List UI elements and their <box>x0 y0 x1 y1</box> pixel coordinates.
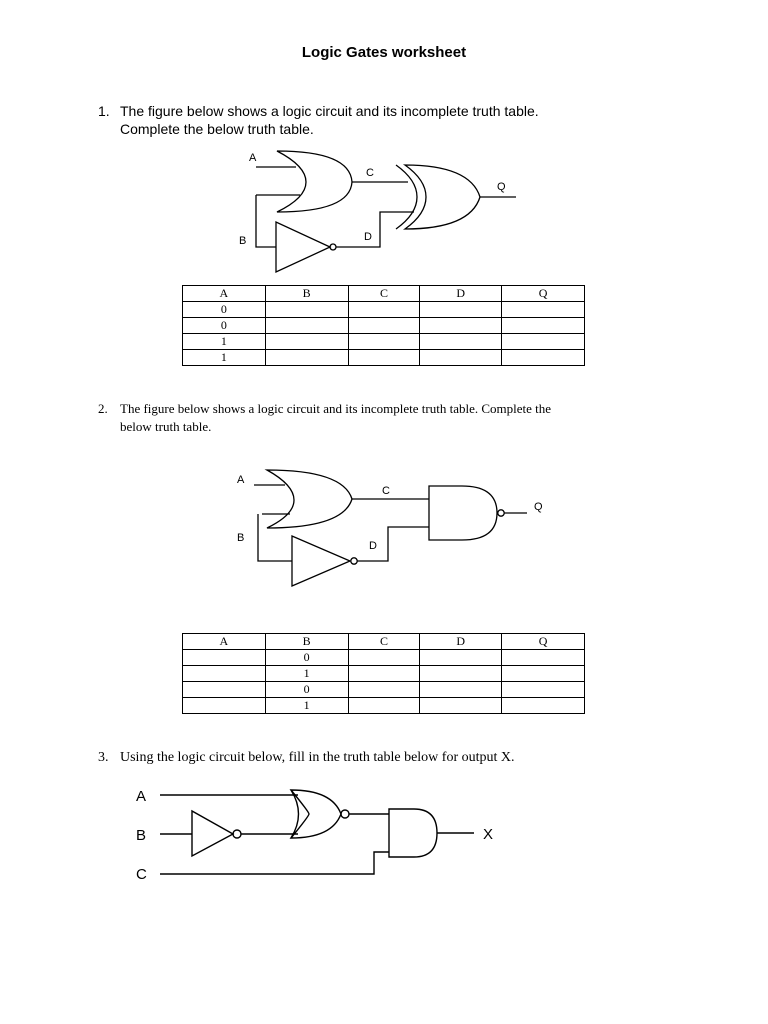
header-c: C <box>348 286 420 302</box>
header-d: D <box>420 286 502 302</box>
nor-gate-3-bubble <box>341 810 349 818</box>
cell-a: 0 <box>183 318 266 334</box>
label-q-1: Q <box>497 181 506 193</box>
header-d: D <box>420 634 502 650</box>
label-b-1: B <box>239 235 247 247</box>
page-title: Logic Gates worksheet <box>301 44 467 61</box>
header-q: Q <box>502 634 585 650</box>
label-c-1: C <box>366 167 374 179</box>
cell-b: 1 <box>265 666 348 682</box>
header-a: A <box>183 634 266 650</box>
label-a-1: A <box>249 152 257 164</box>
label-b-3: B <box>136 827 147 844</box>
label-a-2: A <box>237 474 245 486</box>
label-c-2: C <box>382 485 390 497</box>
header-q: Q <box>502 286 585 302</box>
header-a: A <box>183 286 266 302</box>
question-1-line-1: The figure below shows a logic circuit and its incomplete truth table. <box>120 103 539 119</box>
question-3-line-1: Using the logic circuit below, fill in the truth table below for output X. <box>120 750 515 765</box>
and-gate-3 <box>389 809 437 857</box>
label-d-2: D <box>369 540 377 552</box>
cell-a: 0 <box>183 302 266 318</box>
label-x-3: X <box>483 826 494 843</box>
label-d-1: D <box>364 231 372 243</box>
cell-a: 1 <box>183 350 266 366</box>
question-3-number: 3. <box>98 750 109 765</box>
label-a-3: A <box>136 788 147 805</box>
question-2-line-2: below truth table. <box>120 419 212 434</box>
cell-b: 0 <box>265 650 348 666</box>
question-1-number: 1. <box>98 103 110 119</box>
cell-a: 1 <box>183 334 266 350</box>
question-2-line-1: The figure below shows a logic circuit and its incomplete truth table. Complete the <box>120 401 552 416</box>
question-2-number: 2. <box>98 401 108 416</box>
not-gate-3 <box>192 811 233 856</box>
question-1-line-2: Complete the below truth table. <box>120 121 314 137</box>
cell-b: 1 <box>265 698 348 714</box>
header-c: C <box>348 634 420 650</box>
label-b-2: B <box>237 532 245 544</box>
header-b: B <box>265 286 348 302</box>
cell-b: 0 <box>265 682 348 698</box>
header-b: B <box>265 634 348 650</box>
label-c-3: C <box>136 866 147 883</box>
label-q-2: Q <box>534 501 543 513</box>
